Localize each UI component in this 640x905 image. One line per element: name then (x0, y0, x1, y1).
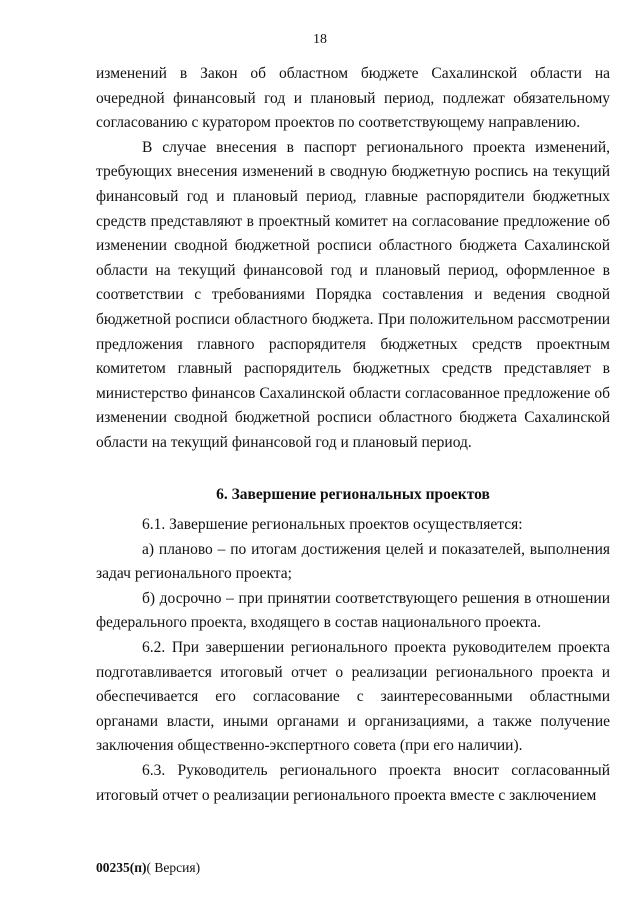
paragraph-continuation: изменений в Закон об областном бюджете Сахалинской области на очередной финансовый год и плановый период, подлежат обязательному согласованию с куратором проектов по соответствующему направлению. (96, 65, 610, 132)
paragraph-6-2: 6.2. При завершении регионального проекта руководителем проекта подготавливается итоговый отчет о реализации регионального проекта и обеспечивается его согласование с заинтересованными областными органами власти, иными органами и организациями, а также получение заключения общественно-экспертного совета (при его наличии). (96, 639, 610, 755)
section-heading: 6. Завершение региональных проектов (216, 485, 490, 503)
document-body (96, 62, 610, 808)
paragraph-6-1-a: а) планово – по итогам достижения целей и показателей, выполнения задач регионального проекта; (96, 540, 610, 583)
paragraph-6-3: 6.3. Руководитель регионального проекта вносит согласованный итоговый отчет о реализации регионального проекта вместе с заключением (96, 762, 610, 804)
page-number: 18 (313, 32, 327, 47)
document-code: 00235(п) (96, 860, 147, 875)
version-label: ( Версия) (146, 860, 201, 875)
paragraph-6-1: 6.1. Завершение региональных проектов осуществляется: (142, 516, 523, 534)
paragraph-budget-changes: В случае внесения в паспорт регионального проекта изменений, требующих внесения изменений в сводную бюджетную роспись на текущий финансовый год и плановый период, главные распорядители бюджетных средств представляют в проектный комитет на согласование предложение об изменении сводной бюджетной росписи областного бюджета Сахалинской области на текущий финансовой год и плановый период, оформленное в соответствии с требованиями Порядка составления и ведения сводной бюджетной росписи областного бюджета. При положительном рассмотрении предложения главного распорядителя бюджетных средств проектным комитетом главный распорядитель бюджетных средств представляет в министерство финансов Сахалинской области согласованное предложение об изменении сводной бюджетной росписи областного бюджета Сахалинской области на текущий финансовой год и плановый период. (96, 138, 610, 451)
paragraph-6-1-b: б) досрочно – при принятии соответствующего решения в отношении федерального проекта, входящего в состав национального проекта. (96, 589, 610, 632)
footer-document-code (96, 860, 200, 876)
